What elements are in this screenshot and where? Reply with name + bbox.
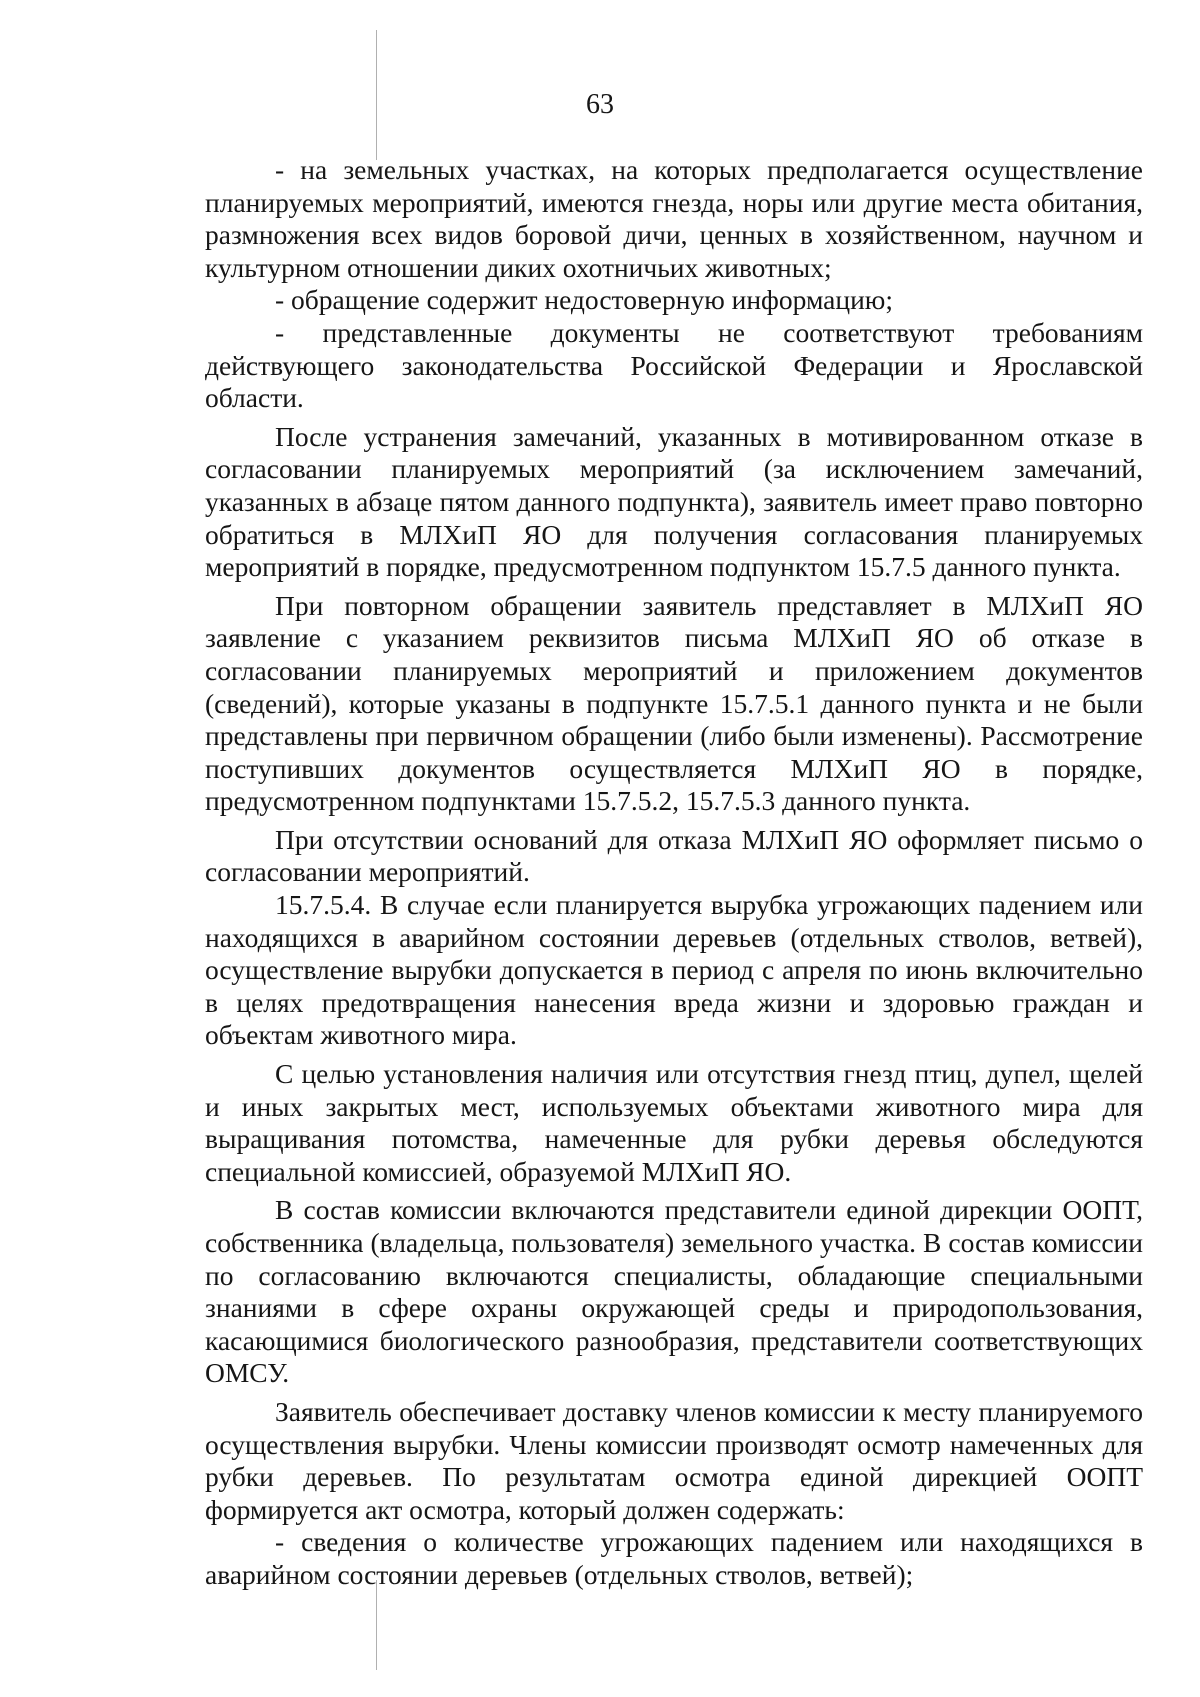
paragraph: 15.7.5.4. В случае если планируется вырубка угрожающих падением или находящихся в аварийном состоянии деревьев (отдельных стволов, ветвей), осуществление вырубки допускается в период с апреля по июнь включительно в целях предотвращения нанесения вреда жизни и здоровью граждан и объектам животного мира. (205, 889, 1143, 1051)
page-number: 63 (586, 89, 614, 120)
paragraph: - обращение содержит недостоверную информацию; (275, 284, 893, 316)
document-body (205, 154, 1143, 1592)
paragraph: После устранения замечаний, указанных в мотивированном отказе в согласовании планируемых мероприятий (за исключением замечаний, указанных в абзаце пятом данного подпункта), заявитель имеет право повторно обратиться в МЛХиП ЯО для получения согласования планируемых мероприятий в порядке, предусмотренном подпунктом 15.7.5 данного пункта. (205, 420, 1143, 583)
paragraph: - сведения о количестве угрожающих падением или находящихся в аварийном состоянии деревьев (отдельных стволов, ветвей); (205, 1526, 1143, 1590)
paragraph: - представленные документы не соответствуют требованиям действующего законодательства Российской Федерации и Ярославской области. (205, 316, 1143, 414)
paragraph: При отсутствии оснований для отказа МЛХиП ЯО оформляет письмо о согласовании мероприятий. (205, 823, 1143, 888)
paragraph: - на земельных участках, на которых предполагается осуществление планируемых мероприятий, имеются гнезда, норы или другие места обитания, размножения всех видов боровой дичи, ценных в хозяйственном, научном и культурном отношении диких охотничьих животных; (205, 154, 1143, 283)
paragraph: С целью установления наличия или отсутствия гнезд птиц, дупел, щелей и иных закрытых мест, используемых объектами животного мира для выращивания потомства, намеченные для рубки деревья обследуются специальной комиссией, образуемой МЛХиП ЯО. (205, 1058, 1143, 1187)
scan-artifact-line (376, 1580, 377, 1670)
paragraph: В состав комиссии включаются представители единой дирекции ООПТ, собственника (владельца, пользователя) земельного участка. В состав комиссии по согласованию включаются специалисты, обладающие специальными знаниями в сфере охраны окружающей среды и природопользования, касающимися биологического разнообразия, представители соответствующих ОМСУ. (205, 1194, 1143, 1389)
paragraph: При повторном обращении заявитель представляет в МЛХиП ЯО заявление с указанием реквизитов письма МЛХиП ЯО об отказе в согласовании планируемых мероприятий и приложением документов (сведений), которые указаны в подпункте 15.7.5.1 данного пункта и не были представлены при первичном обращении (либо были изменены). Рассмотрение поступивших документов осуществляется МЛХиП ЯО в порядке, предусмотренном подпунктами 15.7.5.2, 15.7.5.3 данного пункта. (205, 589, 1143, 817)
paragraph: Заявитель обеспечивает доставку членов комиссии к месту планируемого осуществления вырубки. Члены комиссии производят осмотр намеченных для рубки деревьев. По результатам осмотра единой дирекцией ООПТ формируется акт осмотра, который должен содержать: (205, 1395, 1143, 1525)
